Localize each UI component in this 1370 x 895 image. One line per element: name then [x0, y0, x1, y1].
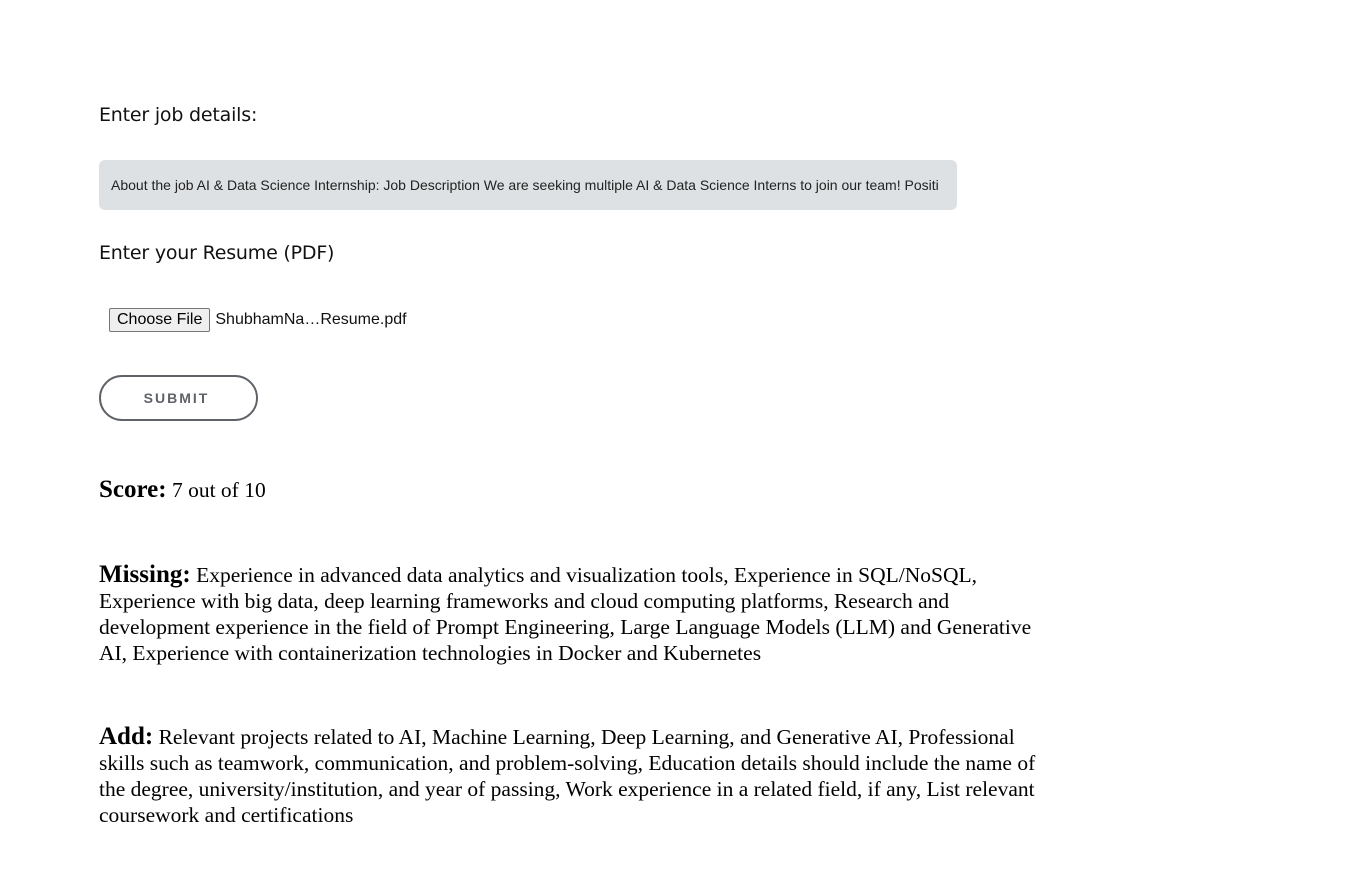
score-value: 7 out of 10	[171, 478, 266, 502]
score-result	[99, 477, 1039, 503]
job-details-label: Enter job details:	[99, 104, 258, 126]
missing-key: Missing:	[99, 561, 191, 588]
add-key: Add:	[99, 723, 154, 750]
choose-file-button[interactable]: Choose File	[109, 308, 210, 332]
selected-file-name: ShubhamNa…Resume.pdf	[215, 311, 407, 328]
resume-upload-label: Enter your Resume (PDF)	[99, 242, 335, 264]
add-result	[99, 724, 1039, 828]
resume-file-input[interactable]	[109, 308, 407, 332]
missing-result	[99, 562, 1039, 666]
job-details-input[interactable]: About the job AI & Data Science Internship: Job Description We are seeking multiple AI & Data Science Interns to join our team! Positi	[99, 160, 957, 210]
missing-value: Experience in advanced data analytics and visualization tools, Experience in SQL/NoSQL, Experience with big data, deep learning frameworks and cloud computing platforms, Research and development experience in the field of Prompt Engineering, Large Language Models (LLM) and Generative AI, Experience with containerization technologies in Docker and Kubernetes	[99, 563, 1032, 665]
submit-button[interactable]: SUBMIT	[99, 375, 258, 421]
add-value: Relevant projects related to AI, Machine Learning, Deep Learning, and Generative AI, Professional skills such as teamwork, communication, and problem-solving, Education details should include the name of the degree, university/institution, and year of passing, Work experience in a related field, if any, List relevant coursework and certifications	[99, 725, 1036, 827]
score-key: Score:	[99, 476, 167, 503]
